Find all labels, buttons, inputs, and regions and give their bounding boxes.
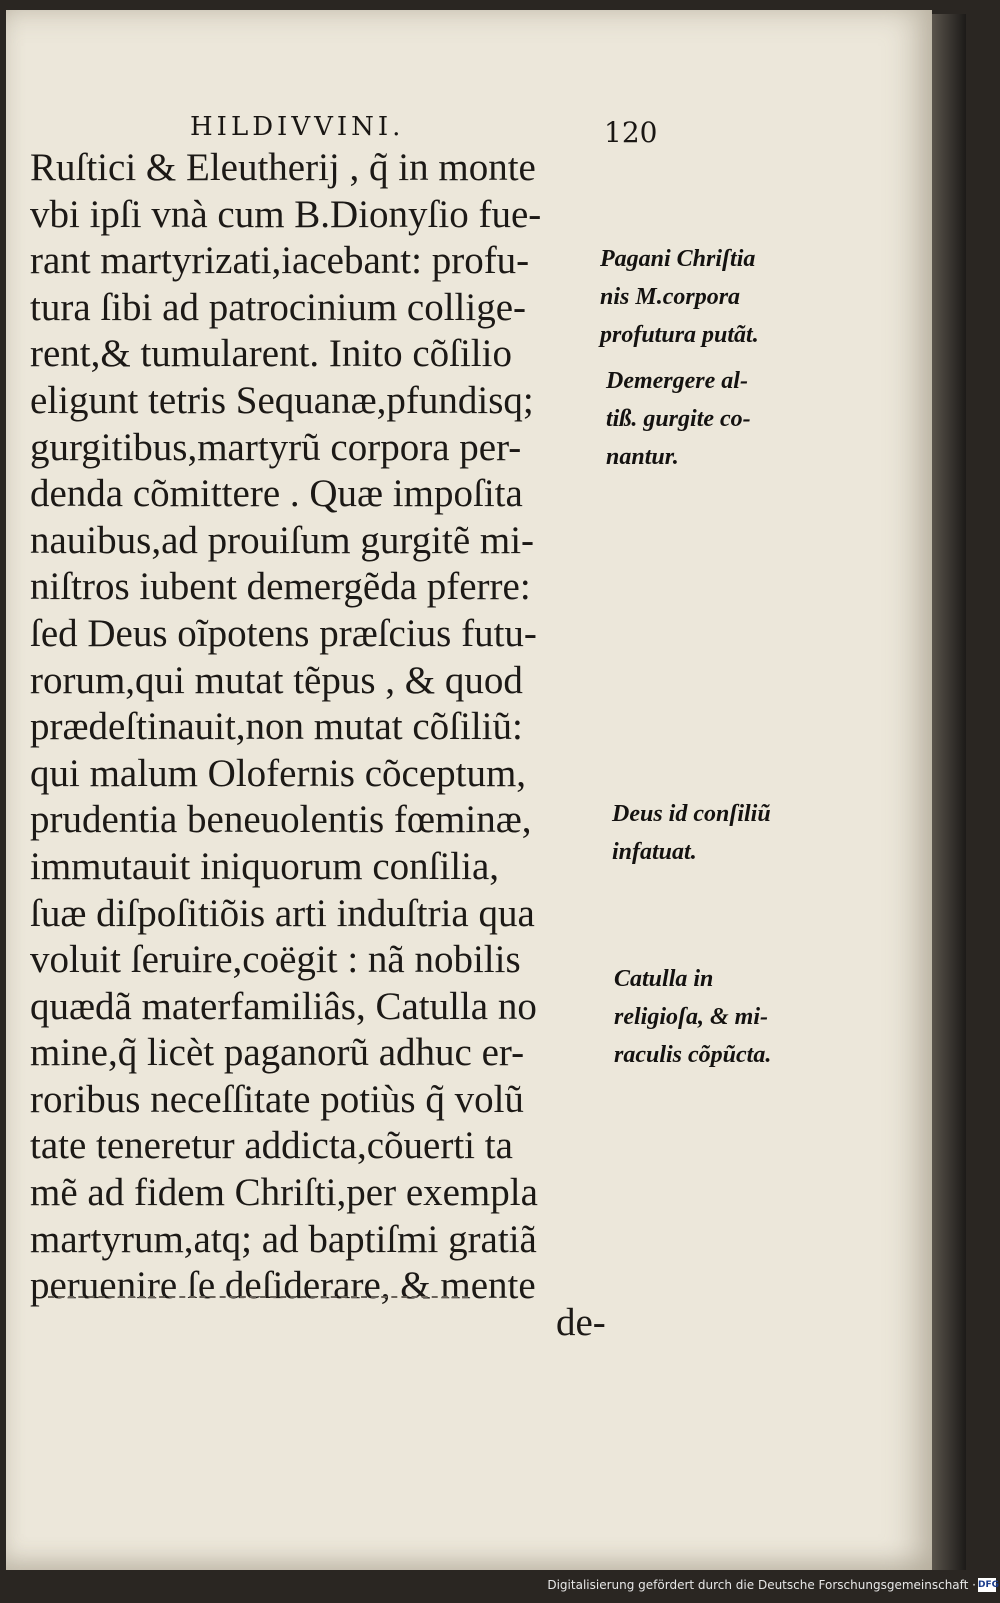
page-number: 120: [604, 116, 658, 149]
marginal-note: [614, 960, 771, 1074]
text-line: rorum,qui mutat tẽpus , & quod: [30, 658, 523, 702]
text-line: niſtros iubent demergẽda pferre:: [30, 565, 531, 609]
text-line: vbi ipſi vnà cum B.Dionyſio fue-: [30, 192, 542, 236]
text-line: qui malum Olofernis cõceptum,: [30, 751, 527, 795]
text-line: tura ſibi ad patrocinium collige-: [30, 285, 527, 329]
main-text-block: [30, 145, 615, 1310]
text-line: ſed Deus oĩpotens præſcius futu-: [30, 611, 537, 655]
marginal-note-line: religioſa, & mi-: [614, 1004, 768, 1030]
funding-credit: Digitalisierung gefördert durch die Deutsche Forschungsgemeinschaft ·: [547, 1578, 976, 1592]
dfg-logo: DFG: [978, 1580, 1000, 1590]
marginal-note: [606, 362, 751, 476]
catchword: de-: [556, 1301, 606, 1344]
text-line: mẽ ad fidem Chriſti,per exempla: [30, 1171, 538, 1215]
text-line: martyrum,atq; ad baptiſmi gratiã: [30, 1217, 537, 1261]
marginal-note-line: profutura putãt.: [600, 322, 759, 348]
text-line: peruenire ſe deſiderare, & mente: [30, 1264, 536, 1308]
marginal-note-line: Catulla in: [614, 966, 714, 992]
text-line: eligunt tetris Sequanæ,pfundisq;: [30, 378, 534, 422]
dashed-rule: [48, 1296, 468, 1298]
text-line: quædã materfamiliâs, Catulla no: [30, 984, 537, 1028]
marginal-note-line: infatuat.: [612, 839, 697, 865]
marginal-note-line: Deus id conſiliũ: [612, 801, 771, 827]
text-line: nauibus,ad prouiſum gurgitẽ mi-: [30, 518, 535, 562]
running-head: HILDIVVINI.: [190, 112, 405, 142]
text-line: rent,& tumularent. Inito cõſilio: [30, 332, 512, 376]
page-edge: [932, 14, 966, 1570]
text-line: prædeſtinauit,non mutat cõſiliũ:: [30, 705, 523, 749]
text-line: prudentia beneuolentis fœminæ,: [30, 798, 532, 842]
marginal-note-line: raculis cõpũcta.: [614, 1042, 772, 1068]
text-line: voluit ſeruire,coëgit : nã nobilis: [30, 938, 521, 982]
text-line: Ruſtici & Eleutherij , q̃ in monte: [30, 146, 536, 189]
text-line: tate teneretur addicta,cõuerti ta: [30, 1124, 513, 1168]
marginal-note-line: Pagani Chriſtia: [600, 246, 756, 272]
marginal-note-line: Demergere al-: [606, 368, 748, 394]
text-line: immutauit iniquorum conſilia,: [30, 844, 500, 888]
marginal-note-line: tiß. gurgite co-: [606, 406, 751, 432]
text-line: ſuæ diſpoſitiõis arti induſtria qua: [30, 891, 535, 935]
text-line: gurgitibus,martyrũ corpora per-: [30, 425, 522, 469]
marginal-note: [612, 795, 771, 871]
text-line: rant martyrizati,iacebant: profu-: [30, 239, 530, 283]
text-line: roribus neceſſitate potiùs q̃ volũ: [30, 1077, 524, 1121]
marginal-note-line: nantur.: [606, 444, 679, 470]
marginal-note-line: nis M.corpora: [600, 284, 741, 310]
marginal-note: [600, 240, 759, 354]
text-line: mine,q̃ licèt paganorũ adhuc er-: [30, 1031, 525, 1075]
text-line: denda cõmittere . Quæ impoſita: [30, 472, 523, 516]
